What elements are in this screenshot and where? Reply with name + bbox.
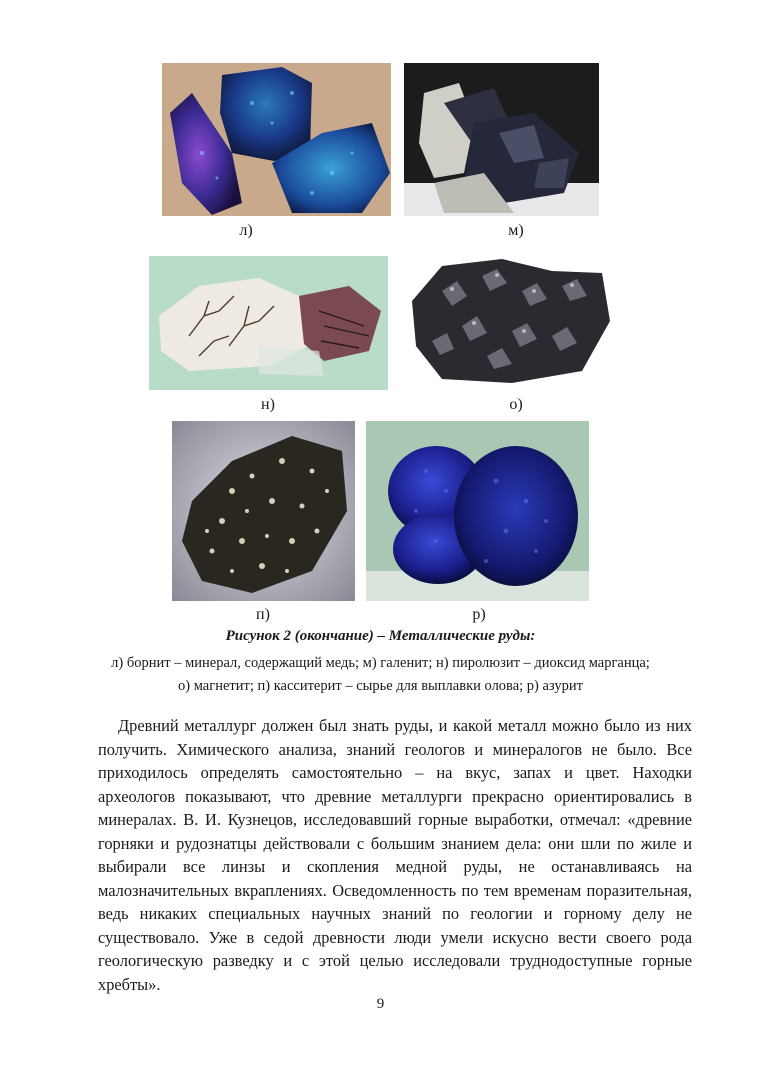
figure-label-o: о) [509, 396, 523, 413]
magnetite-photo [402, 251, 616, 389]
figure-label-r: р) [472, 606, 486, 623]
pyrolusite-photo [149, 256, 388, 390]
figure-caption-line-1: л) борнит – минерал, содержащий медь; м) галенит; н) пиролюзит – диоксид марганца; [111, 655, 650, 671]
bornite-photo [162, 63, 391, 216]
figure-caption-title: Рисунок 2 (окончание) – Металлические руды: [225, 628, 536, 644]
figure-label-n: н) [261, 396, 275, 413]
cassiterite-photo [172, 421, 355, 601]
figure-label-m: м) [508, 222, 524, 239]
figure-label-p: п) [256, 606, 270, 623]
page-number: 9 [376, 996, 385, 1012]
body-text [98, 714, 692, 996]
figure-label-l: л) [239, 222, 253, 239]
body-paragraph: Древний металлург должен был знать руды, и какой металл можно было из них получить. Химического анализа, знаний геологов и минералогов не было. Все приходилось определять самостоятельно – на вкус, запах и цвет. Находки археологов показывают, что древние металлурги прекрасно ориентировались в минералах. В. И. Кузнецов, исследовавший горные выработки, отмечал: «древние горняки и рудознатцы действовали с большим знанием дела: они шли по жиле и выбирали все линзы и скопления медной руды, не останавливаясь на малозначительных вкраплениях. Осведомленность по тем временам поразительная, ведь никаких специальных научных знаний по геологии и горному делу не существовало. Уже в седой древности люди умели искусно вести своего рода геологическую разведку и с этой целью исследовали труднодоступные горные хребты». [98, 716, 692, 994]
galena-photo [404, 63, 599, 216]
figure-caption-line-2: о) магнетит; п) касситерит – сырье для выплавки олова; р) азурит [178, 678, 583, 694]
azurite-photo [366, 421, 589, 601]
